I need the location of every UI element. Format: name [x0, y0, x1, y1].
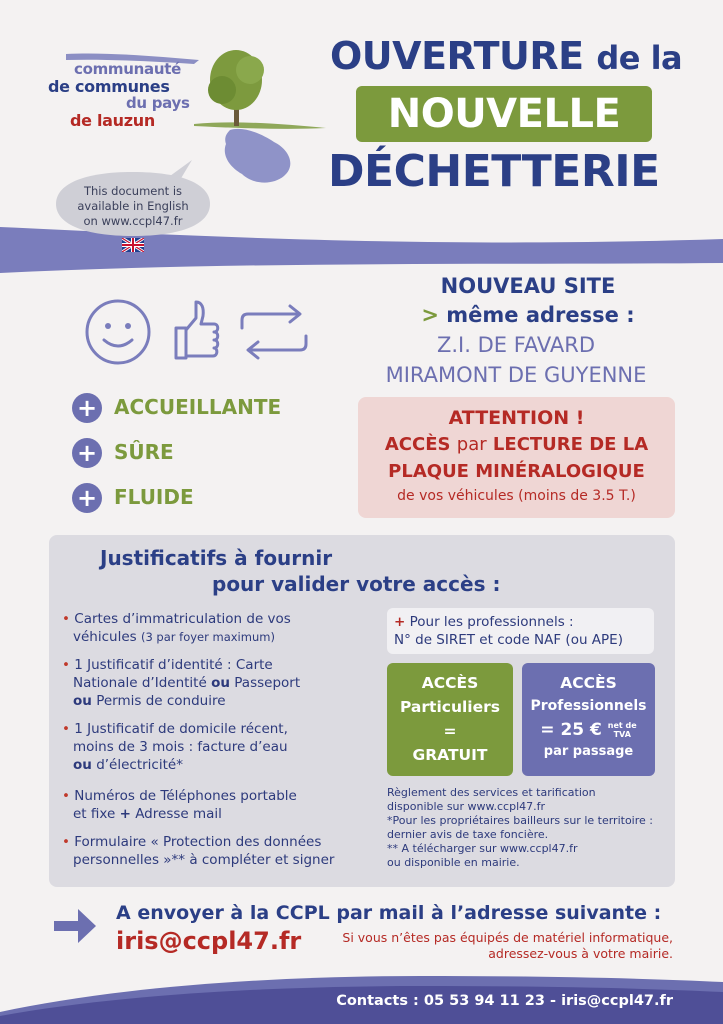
- site-line4: MIRAMONT DE GUYENNE: [385, 363, 647, 387]
- thumbs-up-icon: [170, 296, 222, 364]
- title-nouvelle: NOUVELLE: [387, 91, 621, 137]
- uk-flag-icon[interactable]: [122, 238, 144, 252]
- doc-item-identity: • 1 Justificatif d’identité : Carte Nationale d’Identité ou Passeport ou Permis de conduire: [62, 657, 301, 709]
- access-professionnels: ACCÈS Professionnels = 25 € net de TVA par passage: [530, 674, 647, 759]
- send-line1: A envoyer à la CCPL par mail à l’adresse suivante :: [116, 902, 662, 924]
- english-bubble: [56, 184, 210, 229]
- swap-arrows-icon: [236, 302, 312, 362]
- smiley-icon: [84, 298, 152, 366]
- contact-email[interactable]: iris@ccpl47.fr: [116, 927, 302, 955]
- bubble-line2: available in English: [77, 199, 189, 213]
- docs-title1: Justificatifs à fournir: [100, 546, 333, 570]
- doc-item-address: • 1 Justificatif de domicile récent, moins de 3 mois : facture d’eau ou d’électricité*: [62, 721, 288, 773]
- plus-icon: +: [72, 438, 102, 468]
- notes: Règlement des services et tarification disponible sur www.ccpl47.fr *Pour les propriétaires bailleurs sur le territoire : dernier avis de taxe foncière. ** A télécharger sur www.ccpl47.fr ou disponible en mairie.: [387, 786, 653, 869]
- doc-item-phone: • Numéros de Téléphones portable et fixe + Adresse mail: [62, 788, 297, 822]
- attention-text: [358, 405, 675, 507]
- send-note: Si vous n’êtes pas équipés de matériel informatique, adressez-vous à votre mairie.: [342, 930, 673, 961]
- logo-line4: de lauzun: [70, 111, 155, 130]
- doc-item-registration: • Cartes d’immatriculation de vos véhicules (3 par foyer maximum): [62, 611, 291, 645]
- chevron-icon: >: [421, 303, 439, 327]
- feature-accueillante: ACCUEILLANTE: [114, 395, 282, 419]
- attention-line2: ACCÈS par LECTURE DE LA: [384, 434, 649, 455]
- site-line1: NOUVEAU SITE: [440, 274, 616, 298]
- plus-icon: +: [72, 483, 102, 513]
- footer-contacts: Contacts : 05 53 94 11 23 - iris@ccpl47.fr: [336, 993, 673, 1009]
- arrow-right-icon: [50, 903, 100, 949]
- site-line3: Z.I. DE FAVARD: [436, 333, 596, 357]
- site-block: [380, 272, 676, 330]
- bubble-line1: This document is: [83, 184, 183, 198]
- title-dechetterie: DÉCHETTERIE: [328, 146, 660, 197]
- attention-title: ATTENTION !: [448, 407, 585, 429]
- site-address: [356, 330, 676, 390]
- bubble-line3: on www.ccpl47.fr: [83, 214, 183, 228]
- logo-line2: de communes: [48, 77, 170, 96]
- doc-item-form: • Formulaire « Protection des données personnelles »** à compléter et signer: [62, 834, 335, 868]
- access-particuliers: ACCÈS Particuliers = GRATUIT: [399, 674, 500, 764]
- logo-line1: communauté: [74, 60, 181, 78]
- plus-icon: +: [72, 393, 102, 423]
- title-line1: [330, 34, 682, 80]
- attention-line3: PLAQUE MINÉRALOGIQUE: [388, 461, 645, 482]
- logo-line3: du pays: [126, 94, 190, 112]
- attention-line4: de vos véhicules (moins de 3.5 T.): [397, 488, 636, 504]
- site-line2: > même adresse :: [421, 303, 635, 327]
- feature-sure: SÛRE: [114, 440, 174, 464]
- feature-fluide: FLUIDE: [114, 485, 194, 509]
- title-dela: de la: [596, 39, 683, 77]
- pro-info-text: + Pour les professionnels : N° de SIRET et code NAF (ou APE): [394, 614, 623, 648]
- docs-title2: pour valider votre accès :: [212, 572, 501, 596]
- title-ouverture: OUVERTURE: [330, 34, 584, 78]
